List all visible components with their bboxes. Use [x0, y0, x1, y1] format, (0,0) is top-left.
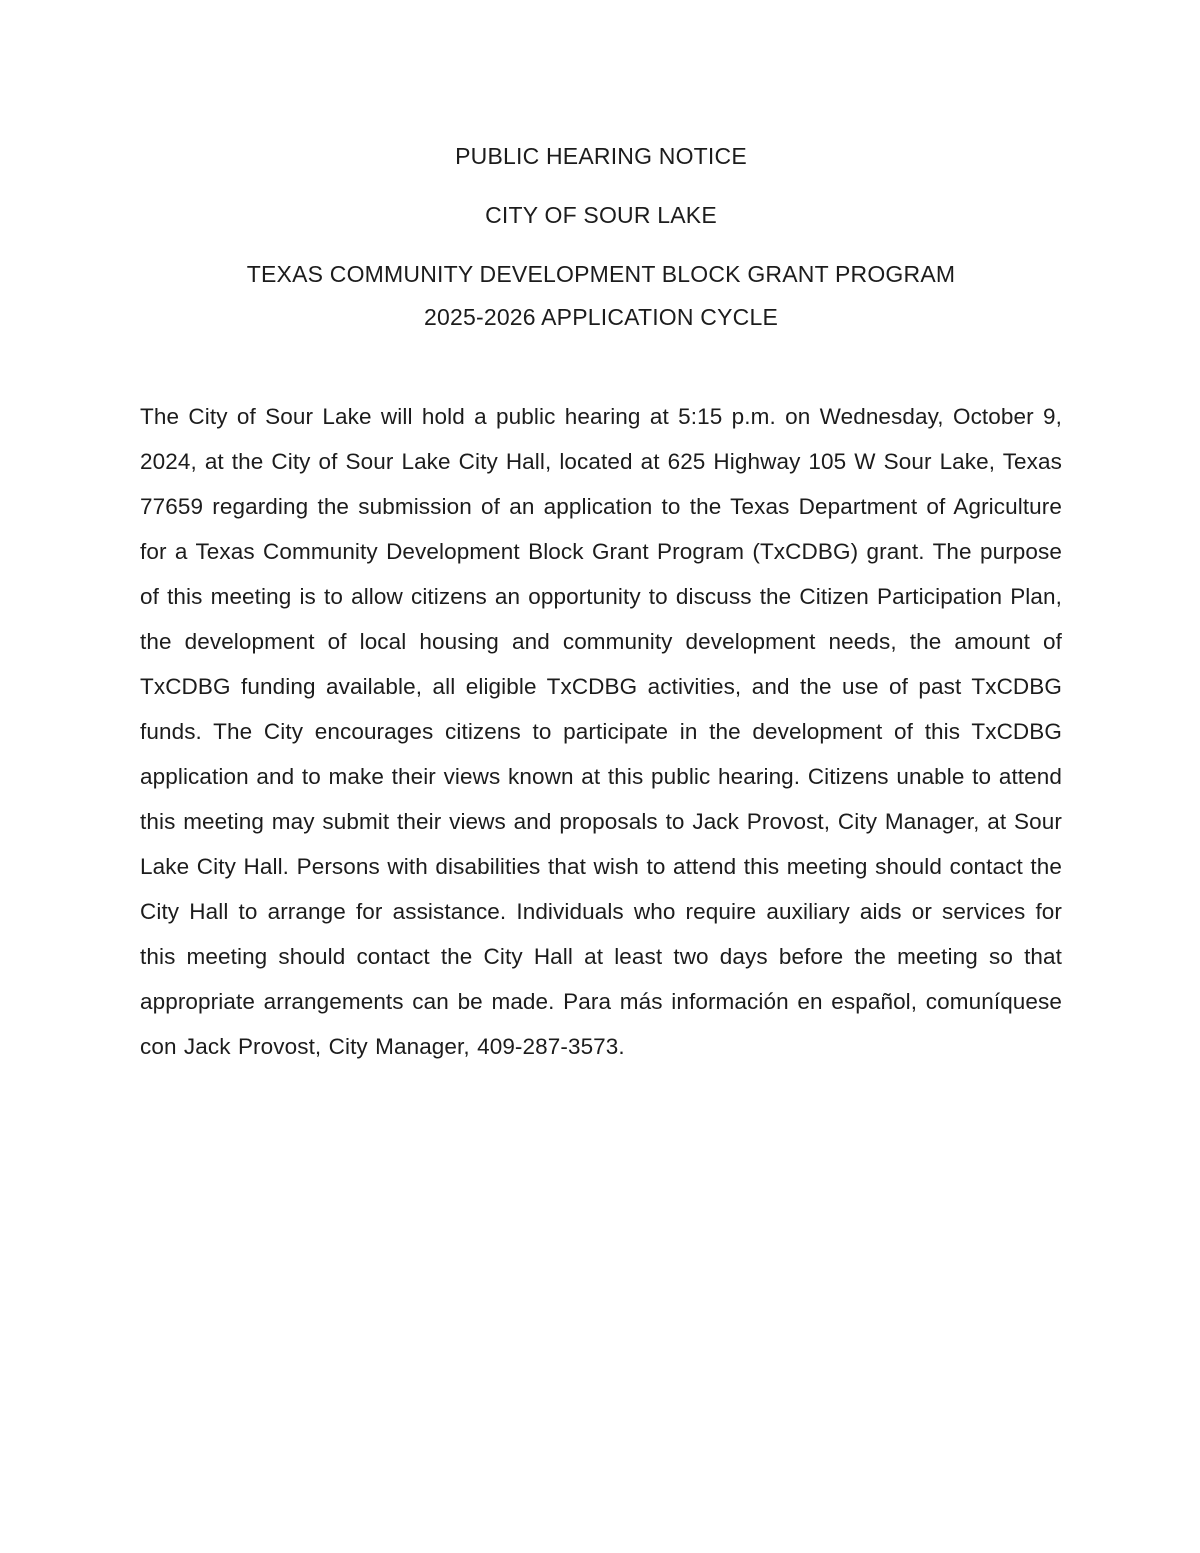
notice-body-paragraph: The City of Sour Lake will hold a public hearing at 5:15 p.m. on Wednesday, October 9, 2024, at the City of Sour Lake City Hall, located at 625 Highway 105 W Sour Lake, Texas 77659 regarding the submission of an application to the Texas Department of Agriculture for a Texas Community Development Block Grant Program (TxCDBG) grant. The purpose of this meeting is to allow citizens an opportunity to discuss the Citizen Participation Plan, the development of local housing and community development needs, the amount of TxCDBG funding available, all eligible TxCDBG activities, and the use of past TxCDBG funds. The City encourages citizens to participate in the development of this TxCDBG application and to make their views known at this public hearing. Citizens unable to attend this meeting may submit their views and proposals to Jack Provost, City Manager, at Sour Lake City Hall. Persons with disabilities that wish to attend this meeting should contact the City Hall to arrange for assistance. Individuals who require auxiliary aids or services for this meeting should contact the City Hall at least two days before the meeting so that appropriate arrangements can be made. Para más información en español, comuníquese con Jack Provost, City Manager, 409-287-3573. [140, 404, 1062, 1059]
application-cycle-heading: 2025-2026 APPLICATION CYCLE [424, 304, 778, 330]
city-name-heading: CITY OF SOUR LAKE [485, 202, 717, 228]
notice-title: PUBLIC HEARING NOTICE [455, 143, 747, 169]
program-name-heading: TEXAS COMMUNITY DEVELOPMENT BLOCK GRANT PROGRAM [246, 261, 956, 287]
